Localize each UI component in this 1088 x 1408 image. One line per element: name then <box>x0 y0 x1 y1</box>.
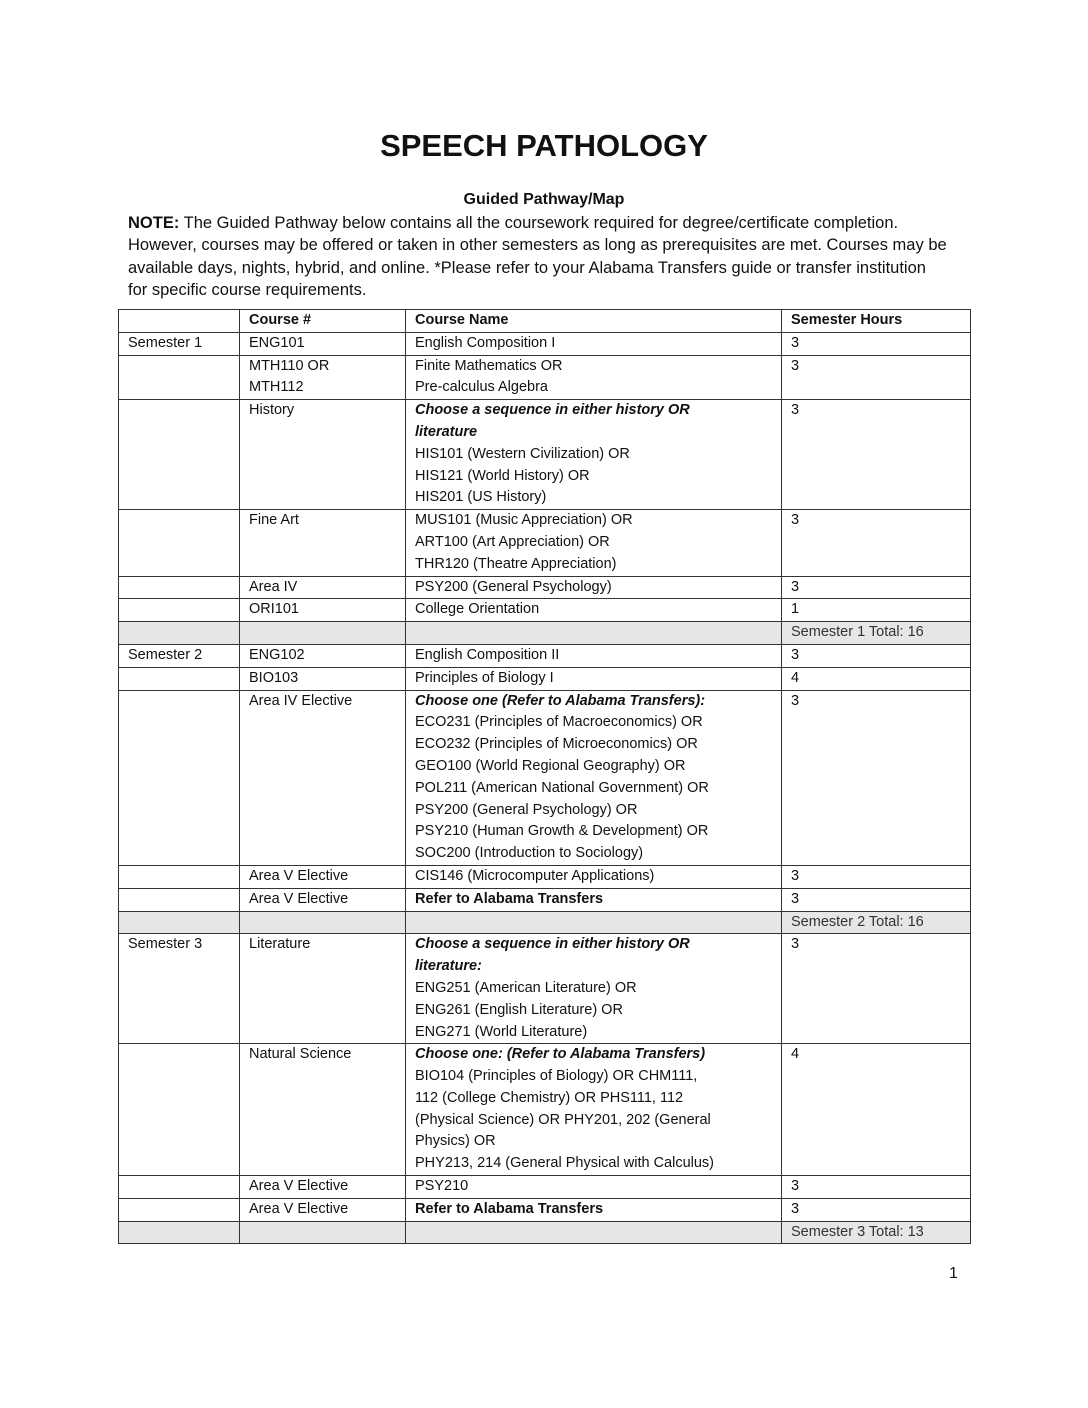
semester-total-row <box>119 1221 971 1244</box>
course-number: BIO103 <box>249 669 299 686</box>
course-name-cell <box>406 644 782 667</box>
course-name-line: Refer to Alabama Transfers <box>415 890 604 907</box>
note-label: NOTE: <box>128 214 180 232</box>
course-number: History <box>249 402 295 419</box>
table-row <box>119 332 971 355</box>
course-name-line: HIS101 (Western Civilization) OR <box>415 445 630 462</box>
course-name-line: POL211 (American National Government) OR <box>415 779 709 796</box>
semester-cell: Semester 2 <box>119 644 240 667</box>
semester-hours-cell: 3 <box>782 576 971 599</box>
course-number-cell <box>240 1044 406 1176</box>
semester-hours-cell: 3 <box>782 644 971 667</box>
semester-total: Semester 3 Total: 13 <box>782 1221 971 1244</box>
table-row <box>119 888 971 911</box>
semester-cell <box>119 1198 240 1221</box>
course-name-cell <box>406 865 782 888</box>
semester-cell <box>119 667 240 690</box>
course-name-line: PHY213, 214 (General Physical with Calculus) <box>415 1155 714 1172</box>
course-name-line: Principles of Biology I <box>415 669 554 686</box>
course-number-cell <box>240 332 406 355</box>
course-number: ENG101 <box>249 334 305 351</box>
course-number: Fine Art <box>249 512 299 529</box>
course-number-cell <box>240 576 406 599</box>
semester-hours-cell: 3 <box>782 1176 971 1199</box>
semester-cell <box>119 1044 240 1176</box>
semester-hours-cell: 3 <box>782 690 971 865</box>
semester-cell <box>119 1176 240 1199</box>
empty-cell <box>119 1221 240 1244</box>
semester-total-row <box>119 622 971 645</box>
semester-hours-cell: 3 <box>782 1198 971 1221</box>
course-name-line: Physics) OR <box>415 1133 496 1150</box>
course-name-line: ECO231 (Principles of Macroeconomics) OR <box>415 714 703 731</box>
course-name-cell <box>406 690 782 865</box>
course-name-line: College Orientation <box>415 601 540 618</box>
table-row <box>119 599 971 622</box>
table-row <box>119 510 971 576</box>
course-name-line: GEO100 (World Regional Geography) OR <box>415 757 686 774</box>
course-name-line: ART100 (Art Appreciation) OR <box>415 533 610 550</box>
course-name-line: Choose a sequence in either history OR <box>415 936 690 953</box>
course-name-cell <box>406 332 782 355</box>
course-name-cell <box>406 355 782 400</box>
semester-hours-cell: 3 <box>782 510 971 576</box>
table-row <box>119 667 971 690</box>
course-number-cell <box>240 599 406 622</box>
course-name-line: MUS101 (Music Appreciation) OR <box>415 512 633 529</box>
semester-hours-cell: 3 <box>782 400 971 510</box>
course-number-cell <box>240 644 406 667</box>
semester-hours-cell: 3 <box>782 934 971 1044</box>
table-row <box>119 865 971 888</box>
semester-cell <box>119 355 240 400</box>
course-number-cell <box>240 1176 406 1199</box>
course-name-line: PSY210 <box>415 1178 469 1195</box>
semester-hours-cell: 4 <box>782 1044 971 1176</box>
course-name-line: literature: <box>415 958 482 975</box>
empty-cell <box>240 911 406 934</box>
table-header-row <box>119 310 971 333</box>
note-paragraph <box>128 212 948 302</box>
table-row <box>119 1176 971 1199</box>
course-name-line: ENG261 (English Literature) OR <box>415 1001 623 1018</box>
table-body <box>119 332 971 1244</box>
table-row <box>119 1198 971 1221</box>
course-number-cell <box>240 690 406 865</box>
course-name-line: CIS146 (Microcomputer Applications) <box>415 867 655 884</box>
course-number-cell <box>240 865 406 888</box>
course-number: Area IV Elective <box>249 692 353 709</box>
note-text: The Guided Pathway below contains all the coursework required for degree/certificate completion. However, courses may be offered or taken in other semesters as long as prerequisites are met. Courses may be available days, nights, hybrid, and online. *Please refer to your Alabama Transfers guide or transfer institution for specific course requirements. <box>128 214 947 300</box>
header-semester <box>119 310 240 333</box>
semester-total: Semester 1 Total: 16 <box>782 622 971 645</box>
table-row <box>119 690 971 865</box>
course-name-line: Refer to Alabama Transfers <box>415 1200 604 1217</box>
course-name-cell <box>406 1198 782 1221</box>
course-number: Area V Elective <box>249 890 349 907</box>
course-name-line: English Composition II <box>415 646 560 663</box>
header-course-name: Course Name <box>406 310 782 333</box>
course-name-line: Choose one: (Refer to Alabama Transfers) <box>415 1046 706 1063</box>
course-name-cell <box>406 934 782 1044</box>
course-name-line: SOC200 (Introduction to Sociology) <box>415 845 644 862</box>
course-number: Area IV <box>249 578 298 595</box>
course-number: MTH110 OR <box>249 357 330 374</box>
course-name-cell <box>406 1044 782 1176</box>
course-number-cell <box>240 510 406 576</box>
course-number: Area V Elective <box>249 867 349 884</box>
table-row <box>119 400 971 510</box>
semester-cell: Semester 3 <box>119 934 240 1044</box>
semester-hours-cell: 3 <box>782 888 971 911</box>
semester-cell: Semester 1 <box>119 332 240 355</box>
empty-cell <box>240 1221 406 1244</box>
course-name-line: Choose a sequence in either history OR <box>415 402 690 419</box>
course-name-cell <box>406 576 782 599</box>
semester-total: Semester 2 Total: 16 <box>782 911 971 934</box>
header-semester-hours: Semester Hours <box>782 310 971 333</box>
page-number: 1 <box>949 1265 958 1282</box>
course-name-line: PSY200 (General Psychology) <box>415 578 612 595</box>
semester-hours-cell: 1 <box>782 599 971 622</box>
course-name-line: (Physical Science) OR PHY201, 202 (General <box>415 1111 711 1128</box>
course-name-line: literature <box>415 423 478 440</box>
empty-cell <box>406 622 782 645</box>
empty-cell <box>406 1221 782 1244</box>
course-number: Literature <box>249 936 311 953</box>
course-name-line: HIS121 (World History) OR <box>415 467 590 484</box>
course-name-line: BIO104 (Principles of Biology) OR CHM111, <box>415 1068 698 1085</box>
table-row <box>119 934 971 1044</box>
semester-hours-cell: 4 <box>782 667 971 690</box>
course-number-cell <box>240 400 406 510</box>
course-name-line: 112 (College Chemistry) OR PHS111, 112 <box>415 1089 684 1106</box>
empty-cell <box>119 622 240 645</box>
course-name-cell <box>406 667 782 690</box>
empty-cell <box>119 911 240 934</box>
semester-hours-cell: 3 <box>782 355 971 400</box>
empty-cell <box>240 622 406 645</box>
pathway-table <box>118 309 971 1244</box>
page-subtitle: Guided Pathway/Map <box>463 191 625 208</box>
course-name-line: Finite Mathematics OR <box>415 357 563 374</box>
course-number: ORI101 <box>249 601 299 618</box>
course-name-line: PSY200 (General Psychology) OR <box>415 801 638 818</box>
table-row <box>119 576 971 599</box>
course-name-line: ENG271 (World Literature) <box>415 1023 588 1040</box>
semester-hours-cell: 3 <box>782 332 971 355</box>
course-name-line: ENG251 (American Literature) OR <box>415 979 637 996</box>
course-name-cell <box>406 1176 782 1199</box>
course-number: MTH112 <box>249 379 304 396</box>
course-name-line: HIS201 (US History) <box>415 489 547 506</box>
course-number: ENG102 <box>249 646 305 663</box>
semester-cell <box>119 690 240 865</box>
course-name-cell <box>406 510 782 576</box>
course-name-cell <box>406 400 782 510</box>
table-row <box>119 644 971 667</box>
semester-cell <box>119 576 240 599</box>
course-number: Natural Science <box>249 1046 352 1063</box>
course-name-line: Pre-calculus Algebra <box>415 379 548 396</box>
semester-total-row <box>119 911 971 934</box>
course-name-line: ECO232 (Principles of Microeconomics) OR <box>415 736 698 753</box>
course-number-cell <box>240 1198 406 1221</box>
semester-cell <box>119 888 240 911</box>
table-row <box>119 355 971 400</box>
course-number-cell <box>240 888 406 911</box>
course-name-cell <box>406 888 782 911</box>
course-number-cell <box>240 934 406 1044</box>
semester-cell <box>119 510 240 576</box>
header-course-number: Course # <box>240 310 406 333</box>
course-name-line: English Composition I <box>415 334 556 351</box>
course-name-line: THR120 (Theatre Appreciation) <box>415 555 617 572</box>
semester-hours-cell: 3 <box>782 865 971 888</box>
semester-cell <box>119 865 240 888</box>
course-name-cell <box>406 599 782 622</box>
course-number-cell <box>240 667 406 690</box>
course-number: Area V Elective <box>249 1178 349 1195</box>
course-number: Area V Elective <box>249 1200 349 1217</box>
semester-cell <box>119 400 240 510</box>
course-name-line: PSY210 (Human Growth & Development) OR <box>415 823 709 840</box>
table-row <box>119 1044 971 1176</box>
course-name-line: Choose one (Refer to Alabama Transfers): <box>415 692 706 709</box>
course-number-cell <box>240 355 406 400</box>
page-title: SPEECH PATHOLOGY <box>380 128 708 163</box>
empty-cell <box>406 911 782 934</box>
semester-cell <box>119 599 240 622</box>
